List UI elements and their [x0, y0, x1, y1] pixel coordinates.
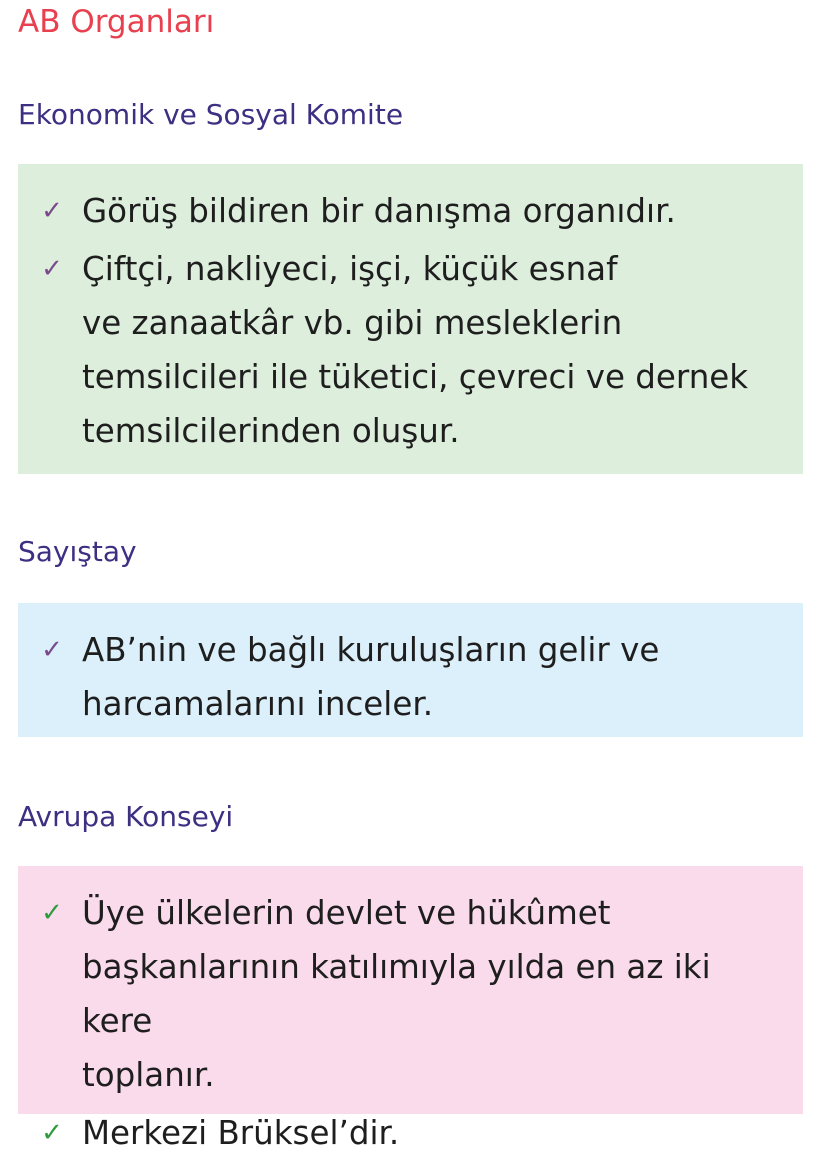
avrupa-konseyi-box [18, 866, 803, 1152]
list-item-text: Üye ülkelerin devlet ve hükûmet başkanlarının katılımıyla yılda en az iki kere toplanır. [82, 894, 711, 1094]
page-title: AB Organları [18, 4, 215, 40]
list-item [38, 623, 783, 731]
list-item-text: Merkezi Brüksel’dir. [82, 1114, 400, 1152]
list-item [38, 184, 783, 238]
list-item [38, 886, 783, 1102]
check-icon: ✓ [41, 254, 63, 284]
check-icon: ✓ [41, 635, 63, 665]
list-item-text: AB’nin ve bağlı kuruluşların gelir ve harcamalarını inceler. [82, 631, 660, 723]
section-heading-ekonomik-sosyal-komite: Ekonomik ve Sosyal Komite [18, 98, 404, 131]
ekonomik-sosyal-komite-box [18, 164, 803, 474]
list-item-text: Çiftçi, nakliyeci, işçi, küçük esnaf ve zanaatkâr vb. gibi mesleklerin temsilcileri ile tüketici, çevreci ve dernek temsilcilerinden oluşur. [82, 250, 749, 450]
list-item [38, 242, 783, 458]
check-icon: ✓ [41, 898, 63, 928]
section-heading-avrupa-konseyi: Avrupa Konseyi [18, 800, 234, 833]
check-icon: ✓ [41, 1118, 63, 1148]
check-icon: ✓ [41, 196, 63, 226]
list-item-text: Görüş bildiren bir danışma organıdır. [82, 192, 676, 230]
sayistay-box [18, 603, 803, 737]
section-heading-sayistay: Sayıştay [18, 535, 137, 568]
list-item [38, 1106, 783, 1160]
